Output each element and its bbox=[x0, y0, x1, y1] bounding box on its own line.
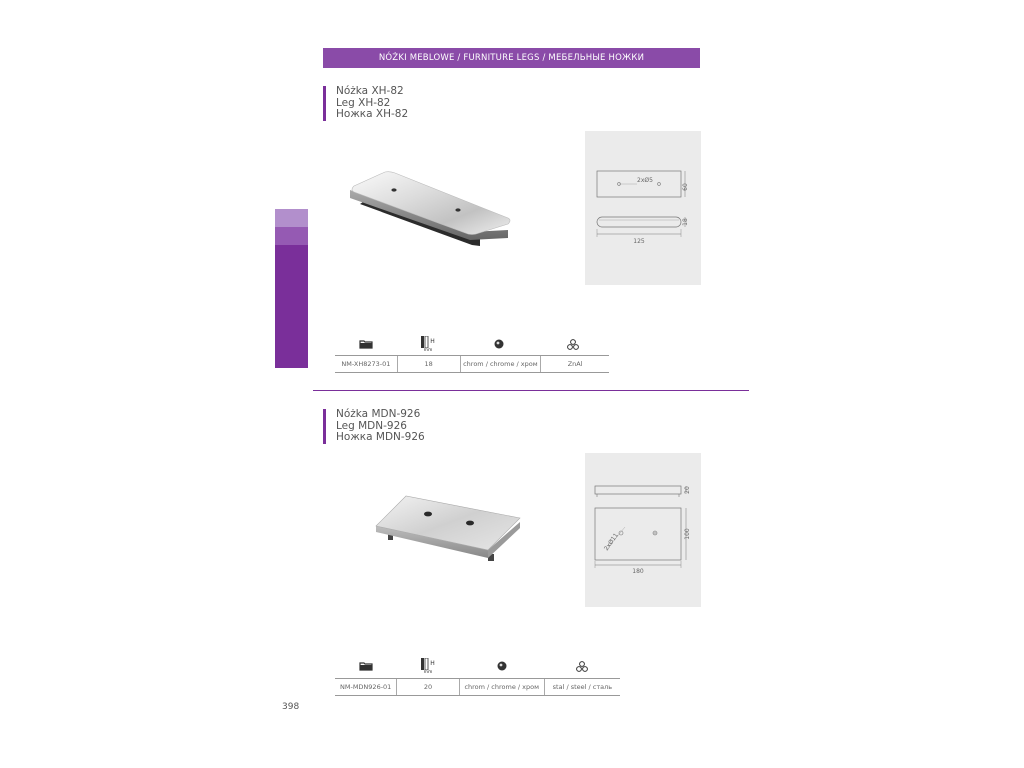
spec-code: NM-XH8273-01 bbox=[335, 356, 398, 372]
product-title-xh82 bbox=[323, 86, 408, 121]
holes-dimension-label-mdn926: 2xØ11 bbox=[602, 531, 620, 553]
product-title-ru: Ножка XH-82 bbox=[336, 108, 409, 120]
spec-code: NM-MDN926-01 bbox=[335, 679, 397, 695]
spec-finish: chrom / chrome / хром bbox=[461, 356, 542, 372]
side-tab-medium bbox=[275, 227, 308, 245]
spec-table-mdn926 bbox=[335, 678, 620, 696]
section-divider bbox=[313, 390, 749, 391]
folder-icon bbox=[335, 656, 397, 676]
product-title-pl: Nóżka XH-82 bbox=[336, 85, 404, 97]
height-icon-label: H bbox=[430, 660, 435, 667]
holes-dimension-label-xh82: 2xØ5 bbox=[637, 177, 653, 184]
material-icon bbox=[539, 334, 607, 354]
depth-dimension-label-xh82: 60 bbox=[682, 183, 689, 191]
spec-height: 18 bbox=[398, 356, 461, 372]
spec-material: ZnAl bbox=[567, 360, 583, 368]
product-title-en: Leg XH-82 bbox=[336, 96, 391, 109]
spec-icons-mdn926 bbox=[335, 656, 620, 676]
technical-drawing-mdn926 bbox=[585, 453, 701, 607]
finish-icon bbox=[459, 334, 539, 354]
product-photo-xh82 bbox=[340, 160, 540, 255]
height-icon-label: H bbox=[430, 338, 435, 345]
height-icon bbox=[397, 334, 459, 354]
section-header-title: NÓŻKI MEBLOWE / FURNITURE LEGS / МЕБЕЛЬНЫЕ НОЖКИ bbox=[378, 53, 645, 63]
height-icon bbox=[397, 656, 459, 676]
product-title-mdn926 bbox=[323, 409, 425, 444]
height-dimension-label-mdn926: 20 bbox=[684, 486, 691, 494]
finish-icon bbox=[459, 656, 544, 676]
folder-icon bbox=[335, 334, 397, 354]
side-tab-light bbox=[275, 209, 308, 227]
depth-dimension-label-mdn926: 100 bbox=[684, 528, 691, 540]
width-dimension-label-xh82: 125 bbox=[633, 238, 645, 245]
product-photo-mdn926 bbox=[370, 488, 530, 568]
spec-finish: chrom / chrome / хром bbox=[460, 679, 545, 695]
section-header bbox=[323, 48, 700, 68]
width-dimension-label-mdn926: 180 bbox=[632, 568, 644, 575]
product-title-ru: Ножка MDN-926 bbox=[336, 431, 425, 443]
dimension-drawing-xh82 bbox=[585, 131, 701, 285]
spec-table-xh82 bbox=[335, 355, 609, 373]
product-title-pl: Nóżka MDN-926 bbox=[336, 408, 421, 420]
dimension-drawing-mdn926 bbox=[585, 453, 701, 607]
height-icon-unit: mm bbox=[423, 347, 433, 353]
product-title-en: Leg MDN-926 bbox=[336, 419, 407, 432]
material-icon bbox=[544, 656, 620, 676]
height-dimension-label-xh82: 18 bbox=[682, 218, 689, 226]
page-number: 398 bbox=[282, 702, 300, 712]
spec-icons-xh82 bbox=[335, 334, 607, 354]
spec-height: 20 bbox=[397, 679, 459, 695]
side-tab-dark bbox=[275, 245, 308, 368]
height-icon-unit: mm bbox=[423, 669, 433, 675]
technical-drawing-xh82 bbox=[585, 131, 701, 285]
spec-material: stal / steel / сталь bbox=[552, 683, 613, 691]
